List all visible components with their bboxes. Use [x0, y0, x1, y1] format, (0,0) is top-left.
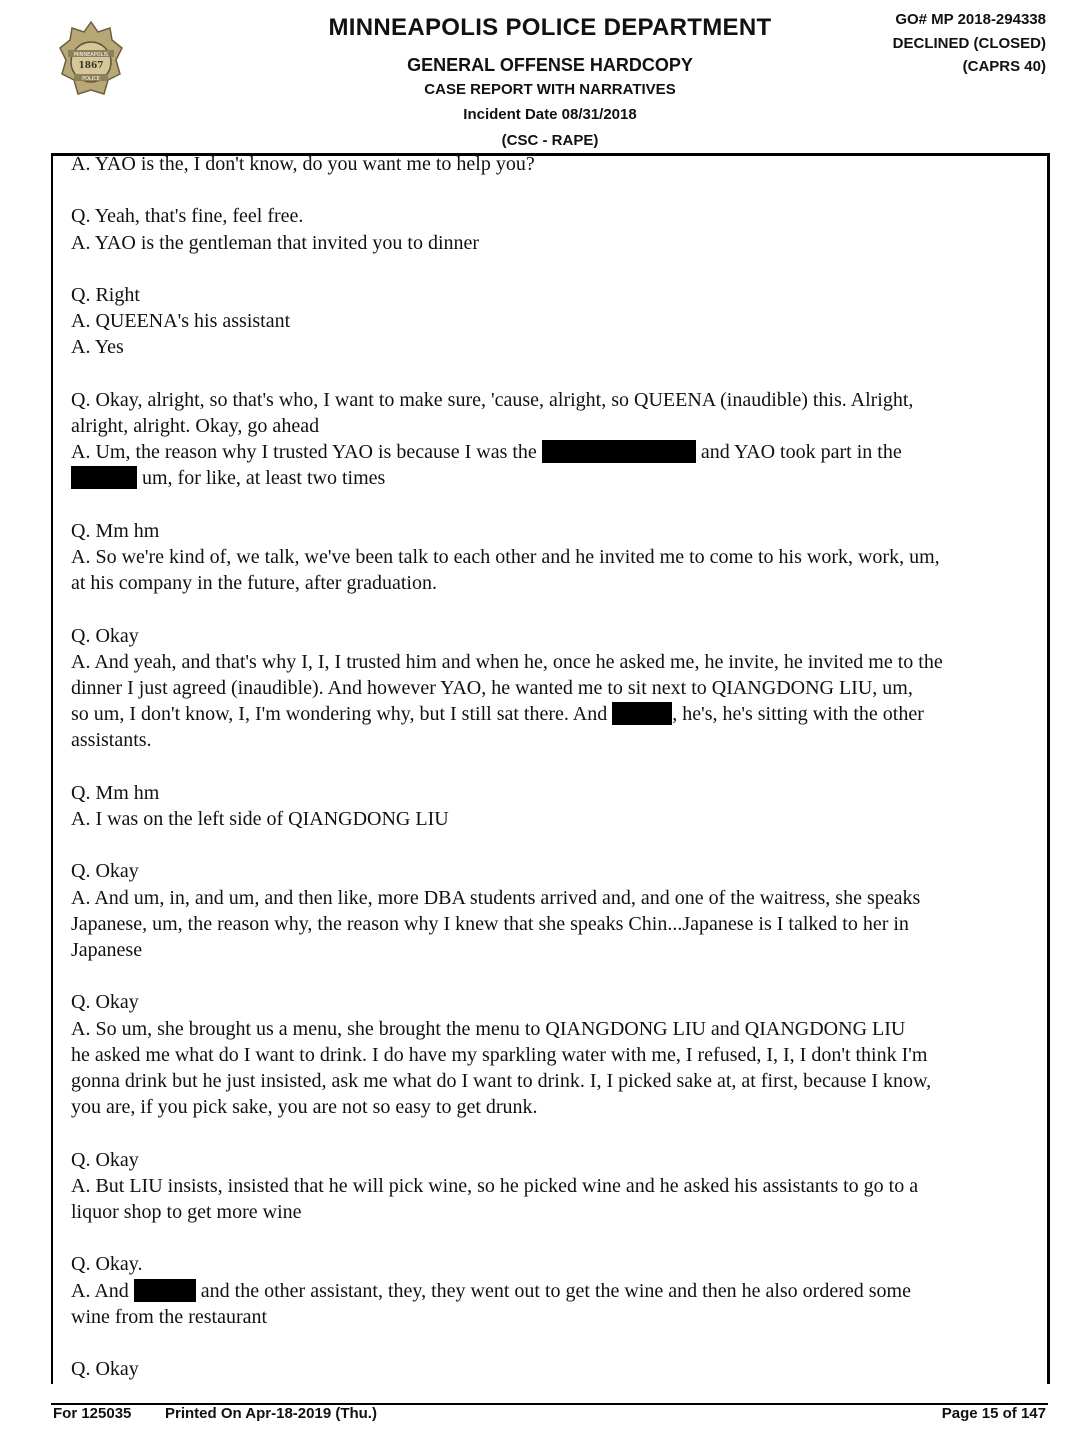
- transcript-line: A. So um, she brought us a menu, she brought the menu to QIANGDONG LIU and QIANGDONG LIU: [71, 1017, 906, 1040]
- transcript-line: Q. Okay: [71, 991, 139, 1014]
- transcript-line: A. QUEENA's his assistant: [71, 310, 291, 333]
- report-subtype: CASE REPORT WITH NARRATIVES: [424, 81, 676, 98]
- transcript-line: Q. Okay: [71, 1358, 139, 1381]
- transcript-line: alright, alright. Okay, go ahead: [71, 414, 320, 437]
- department-title: MINNEAPOLIS POLICE DEPARTMENT: [328, 14, 772, 41]
- redaction-block: [134, 1279, 196, 1302]
- line-text: so um, I don't know, I, I'm wondering why, but I still sat there. And: [71, 703, 608, 726]
- transcript-line: [71, 1278, 1035, 1304]
- transcript-line: gonna drink but he just insisted, ask me what do I want to drink. I, I picked sake at, at first, because I know,: [71, 1069, 932, 1092]
- transcript-line: Japanese, um, the reason why, the reason why I knew that she speaks Chin...Japanese is I talked to her in: [71, 912, 909, 935]
- transcript-line: he asked me what do I want to drink. I do have my sparkling water with me, I refused, I, I, I don't think I'm: [71, 1043, 928, 1066]
- footer-for-id: For 125035: [53, 1405, 132, 1422]
- case-status: DECLINED (CLOSED): [892, 34, 1046, 52]
- line-text: , he's, he's sitting with the other: [672, 703, 924, 726]
- transcript-line: A. I was on the left side of QIANGDONG LIU: [71, 807, 449, 830]
- transcript-line: Q. Okay: [71, 1148, 139, 1171]
- badge-text-bottom: POLICE: [82, 76, 100, 82]
- transcript-line: Q. Right: [71, 283, 140, 306]
- transcript-line: Q. Yeah, that's fine, feel free.: [71, 205, 304, 228]
- footer-printed-date: Printed On Apr-18-2019 (Thu.): [165, 1405, 377, 1422]
- transcript-line: A. And yeah, and that's why I, I, I trusted him and when he, once he asked me, he invite, he invited me to the: [71, 650, 943, 673]
- incident-date: Incident Date 08/31/2018: [463, 106, 637, 123]
- transcript-line: [71, 439, 1035, 465]
- line-text: um, for like, at least two times: [142, 467, 386, 490]
- redaction-block: [612, 702, 672, 725]
- transcript-line: assistants.: [71, 729, 152, 752]
- transcript-line: A. YAO is the, I don't know, do you want me to help you?: [71, 153, 535, 175]
- transcript-line: A. YAO is the gentleman that invited you to dinner: [71, 231, 480, 254]
- caprs-code: (CAPRS 40): [962, 58, 1046, 75]
- police-badge-icon: [58, 20, 124, 104]
- transcript-line: Q. Mm hm: [71, 781, 160, 804]
- transcript-line: Q. Okay.: [71, 1253, 143, 1276]
- badge-year: 1867: [78, 61, 104, 71]
- transcript-line: A. So we're kind of, we talk, we've been talk to each other and he invited me to come to his work, work, um,: [71, 545, 940, 568]
- line-text: and YAO took part in the: [700, 441, 902, 464]
- redaction-block: [542, 440, 696, 463]
- case-number: GO# MP 2018-294338: [895, 11, 1046, 28]
- offense-type: (CSC - RAPE): [501, 132, 599, 149]
- transcript-line: A. Yes: [71, 336, 124, 359]
- line-text: and the other assistant, they, they went out to get the wine and then he also ordered some: [200, 1279, 911, 1302]
- case-info: [893, 8, 1046, 79]
- transcript-line: [71, 701, 1035, 727]
- transcript-line: [71, 465, 1035, 491]
- transcript-body: [71, 153, 1035, 1382]
- transcript-line: Q. Okay: [71, 624, 139, 647]
- line-text: A. Um, the reason why I trusted YAO is because I was the: [71, 441, 537, 464]
- transcript-line: wine from the restaurant: [71, 1305, 268, 1328]
- transcript-line: Q. Mm hm: [71, 519, 160, 542]
- transcript-line: you are, if you pick sake, you are not so easy to get drunk.: [71, 1096, 538, 1119]
- line-text: A. And: [71, 1279, 129, 1302]
- redaction-block: [71, 466, 137, 489]
- transcript-line: liquor shop to get more wine: [71, 1200, 302, 1223]
- narrative-frame: [51, 153, 1050, 1384]
- report-type: GENERAL OFFENSE HARDCOPY: [407, 55, 693, 75]
- transcript-line: A. But LIU insists, insisted that he will pick wine, so he picked wine and he asked his assistants to go to a: [71, 1174, 919, 1197]
- transcript-line: dinner I just agreed (inaudible). And however YAO, he wanted me to sit next to QIANGDONG LIU, um,: [71, 676, 913, 699]
- transcript-line: Q. Okay, alright, so that's who, I want to make sure, 'cause, alright, so QUEENA (inaudible) this. Alright,: [71, 388, 914, 411]
- transcript-line: A. And um, in, and um, and then like, more DBA students arrived and, and one of the waitress, she speaks: [71, 886, 921, 909]
- transcript-line: Q. Okay: [71, 860, 139, 883]
- badge-text-top: MINNEAPOLIS: [73, 52, 109, 58]
- transcript-line: at his company in the future, after graduation.: [71, 572, 437, 595]
- transcript-line: Japanese: [71, 938, 143, 961]
- footer-page-number: Page 15 of 147: [941, 1405, 1046, 1422]
